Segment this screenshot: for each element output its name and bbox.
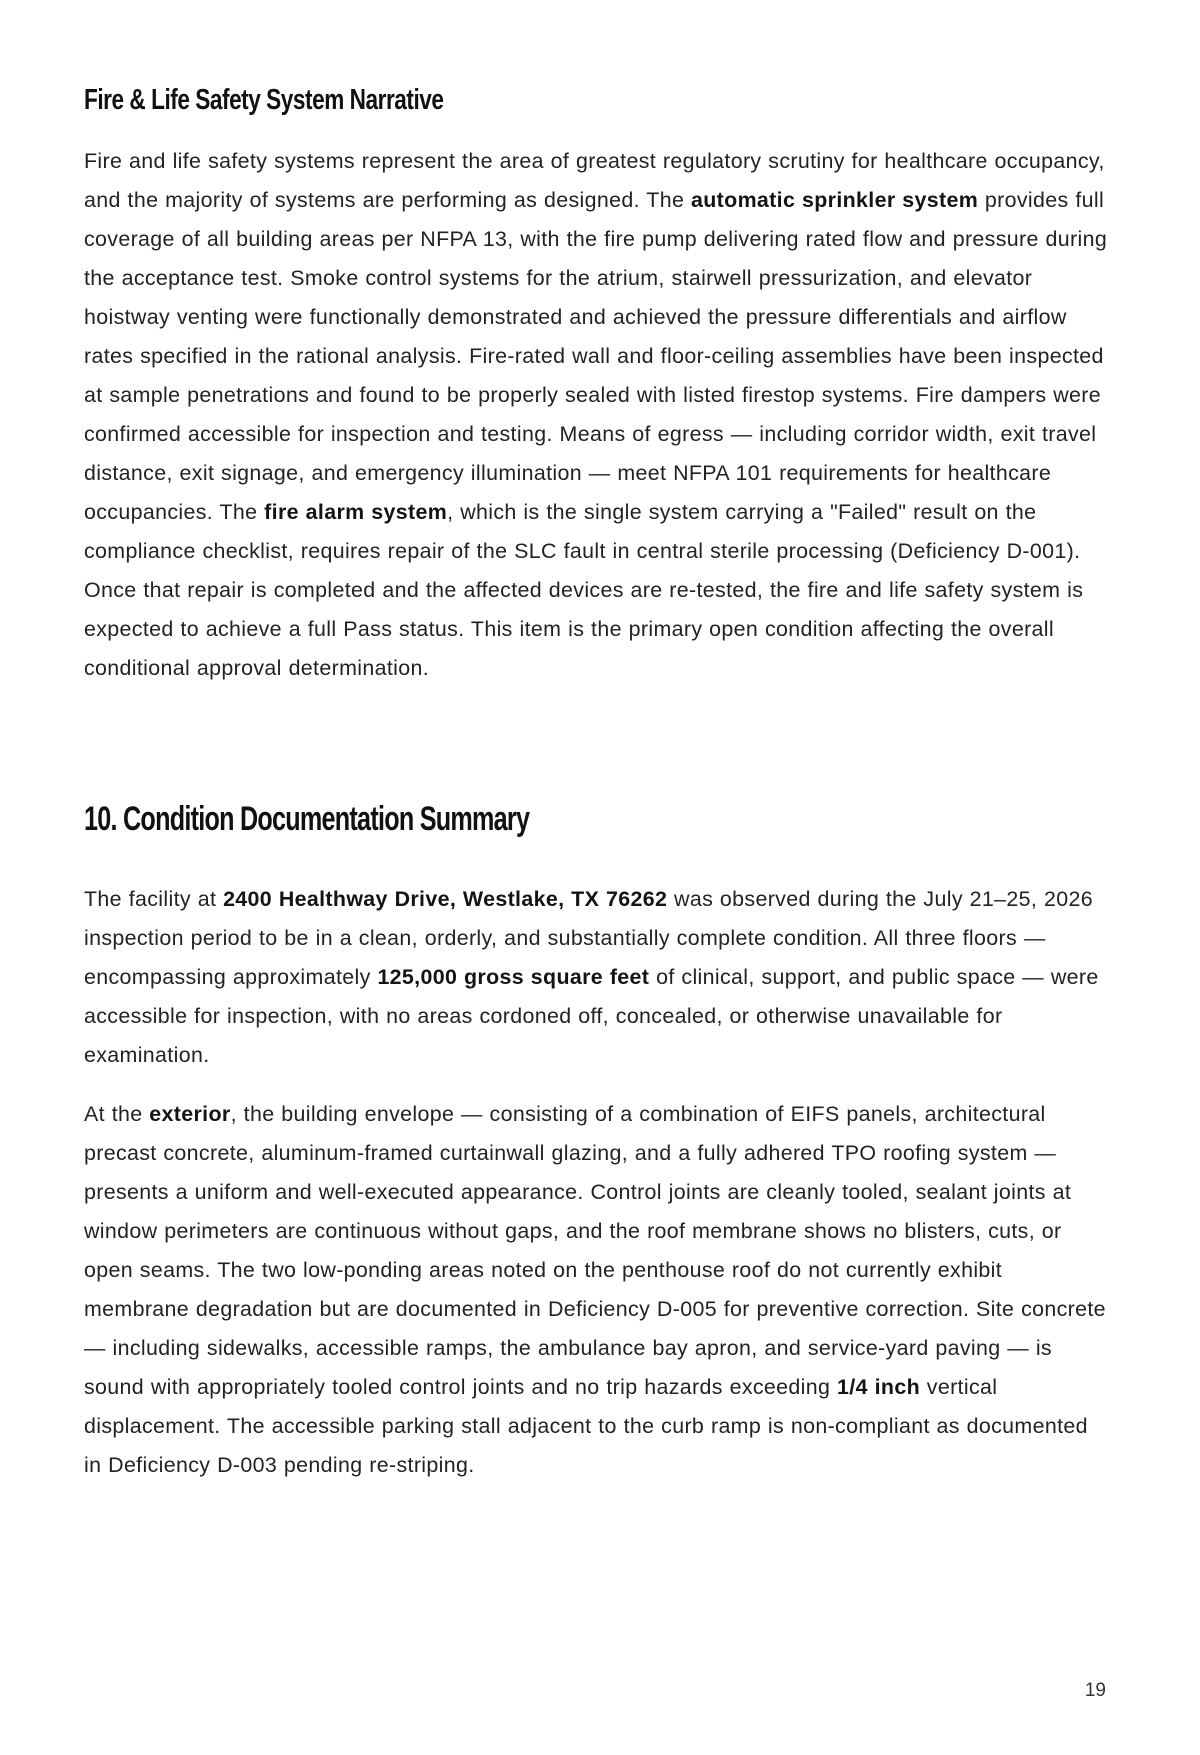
text-run: provides full coverage of all building areas per NFPA 13, with the fire pump delivering rated flow and pressure during the acceptance test. Smoke control systems for the atrium, stairwell pressurization, and elevator hoistway venting were functionally demonstrated and achieved the pressure differentials and airflow rates specified in the rational analysis. Fire-rated wall and floor-ceiling assemblies have been inspected at sample penetrations and found to be properly sealed with listed firestop systems. Fire dampers were confirmed accessible for inspection and testing. Means of egress — including corridor width, exit travel distance, exit signage, and emergency illumination — meet NFPA 101 requirements for healthcare occupancies. The xyxy=(84,188,1108,524)
text-run: The facility at xyxy=(84,887,224,911)
fire-life-safety-paragraph xyxy=(84,142,1110,688)
bold-term: 1/4 inch xyxy=(837,1375,920,1399)
text-run: , which is the single system carrying a "Failed" result on the compliance checklist, requires repair of the SLC fault in central sterile processing (Deficiency D-001). Once that repair is completed and the affected devices are re-tested, the fire and life safety system is expected to achieve a full Pass status. This item is the primary open condition affecting the overall conditional approval determination. xyxy=(84,500,1084,680)
text-run: of clinical, support, and public space — were accessible for inspection, with no areas cordoned off, concealed, or otherwise unavailable for examination. xyxy=(84,965,1099,1067)
condition-summary-paragraph-2 xyxy=(84,1095,1110,1485)
condition-summary-paragraph-1 xyxy=(84,880,1110,1075)
condition-summary-heading: 10. Condition Documentation Summary xyxy=(84,800,530,838)
fire-life-safety-heading: Fire & Life Safety System Narrative xyxy=(84,84,444,116)
bold-term: automatic sprinkler system xyxy=(691,188,979,212)
bold-term: 125,000 gross square feet xyxy=(377,965,650,989)
text-run: At the xyxy=(84,1102,150,1126)
bold-term: 2400 Healthway Drive, Westlake, TX 76262 xyxy=(223,887,668,911)
bold-term: fire alarm system xyxy=(264,500,448,524)
bold-term: exterior xyxy=(149,1102,231,1126)
text-run: , the building envelope — consisting of a combination of EIFS panels, architectural precast concrete, aluminum-framed curtainwall glazing, and a fully adhered TPO roofing system — presents a uniform and well-executed appearance. Control joints are cleanly tooled, sealant joints at window perimeters are continuous without gaps, and the roof membrane shows no blisters, cuts, or open seams. The two low-ponding areas noted on the penthouse roof do not currently exhibit membrane degradation but are documented in Deficiency D-005 for preventive correction. Site concrete — including sidewalks, accessible ramps, the ambulance bay apron, and service-yard paving — is sound with appropriately tooled control joints and no trip hazards exceeding xyxy=(84,1102,1106,1399)
text-run: was observed during the July 21–25, 2026 inspection period to be in a clean, orderly, and substantially complete condition. All three floors — encompassing approximately xyxy=(84,887,1093,989)
text-run: vertical displacement. The accessible parking stall adjacent to the curb ramp is non-compliant as documented in Deficiency D-003 pending re-striping. xyxy=(84,1375,1088,1477)
page-number: 19 xyxy=(1084,1680,1106,1701)
text-run: Fire and life safety systems represent the area of greatest regulatory scrutiny for healthcare occupancy, and the majority of systems are performing as designed. The xyxy=(84,149,1105,212)
